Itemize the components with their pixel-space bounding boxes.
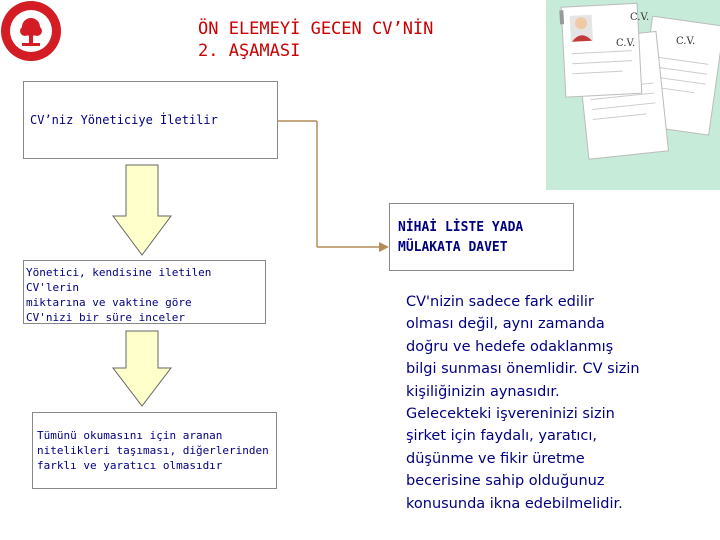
step-3-box (32, 412, 277, 489)
paragraph-line: şirket için faydalı, yaratıcı, (406, 428, 598, 445)
paragraph-line: konusunda ikna edebilmelidir. (406, 495, 623, 512)
step-3-line: nitelikleri taşıması, diğerlerinden (37, 444, 269, 457)
final-line: MÜLAKATA DAVET (398, 240, 508, 255)
final-step-box (389, 203, 574, 271)
paragraph-line: doğru ve hedefe odaklanmış (406, 338, 614, 355)
cv-documents-illustration (546, 0, 720, 190)
step-2-line: CV'nizi bir süre inceler (26, 311, 185, 324)
paragraph-line: kişiliğinizin aynasıdır. (406, 383, 560, 400)
paragraph-line: becerisine sahip olduğunuz (406, 473, 605, 490)
down-arrow-1 (113, 165, 171, 255)
paragraph-line: düşünme ve fikir üretme (406, 450, 585, 467)
step-2-box (23, 260, 266, 324)
paragraph-line: Gelecekteki işvereninizi sizin (406, 406, 615, 423)
cv-label-3: C.V. (676, 36, 696, 47)
title-line-1: ÖN ELEMEYİ GECEN CV’NİN (198, 19, 434, 39)
step-3-line: farklı ve yaratıcı olmasıdır (37, 459, 223, 472)
step-1-text: CV’niz Yöneticiye İletilir (30, 113, 218, 127)
step-2-line: Yönetici, kendisine iletilen CV'lerin (26, 266, 212, 294)
step-3-line: Tümünü okumasını için aranan (37, 429, 223, 442)
paragraph-line: CV'nizin sadece fark edilir (406, 294, 594, 310)
paragraph-line: olması değil, aynı zamanda (406, 316, 605, 333)
step-2-line: miktarına ve vaktine göre (26, 296, 192, 309)
page-title (198, 18, 518, 62)
connector-arrowhead (379, 242, 389, 252)
cv-label-2: C.V. (616, 38, 636, 49)
paragraph-line: bilgi sunması önemlidir. CV sizin (406, 361, 640, 378)
title-line-2: 2. AŞAMASI (198, 41, 301, 61)
university-logo (0, 0, 62, 62)
cv-label-1: C.V. (630, 12, 650, 23)
step-1-box (23, 81, 278, 159)
down-arrow-2 (113, 331, 171, 406)
final-line: NİHAİ LİSTE YADA (398, 220, 524, 235)
cv-advice-paragraph (406, 291, 696, 515)
